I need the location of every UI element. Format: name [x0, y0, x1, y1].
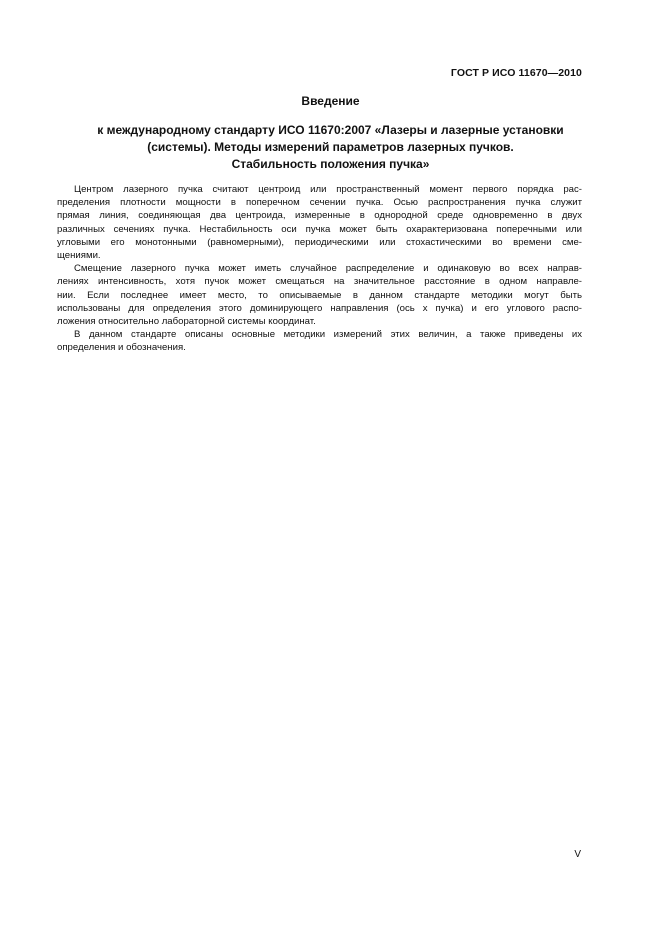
- paragraph-1-line: различных сечениях пучка. Нестабильность оси пучка может быть охарактеризована поперечными или: [57, 223, 582, 235]
- paragraph-2-line: ложения относительно лабораторной системы координат.: [57, 316, 316, 328]
- paragraph-1-line: прямая линия, соединяющая два центроида, измеренные в однородной среде одновременно в двух: [57, 210, 582, 222]
- subheading-line: (системы). Методы измерений параметров лазерных пучков.: [147, 140, 514, 154]
- page-number: V: [574, 849, 581, 860]
- paragraph-2-line: использованы для определения этого доминирующего направления (ось x пучка) и его углового распо-: [57, 302, 582, 314]
- subheading-line: Стабильность положения пучка»: [231, 157, 430, 171]
- section-heading: Введение: [301, 94, 360, 108]
- paragraph-3-line: В данном стандарте описаны основные методики измерений этих величин, а также приведены их: [74, 329, 582, 341]
- paragraph-1-line: щениями.: [57, 250, 101, 262]
- section-subheading: [60, 122, 601, 173]
- paragraph-1-line: пределения плотности мощности в поперечном сечении пучка. Осью распространения пучка служит: [57, 197, 582, 209]
- body-text: [57, 183, 582, 355]
- paragraph-2-line: лениях интенсивность, хотя пучок может смещаться на значительное расстояние в одном направле-: [57, 276, 582, 288]
- paragraph-1-line: Центром лазерного пучка считают центроид или пространственный момент первого порядка рас-: [74, 184, 582, 195]
- paragraph-1-line: угловыми его монотонными (равномерными), периодическими или стохастическими во времени сме-: [57, 236, 582, 248]
- paragraph-2-line: нии. Если последнее имеет место, то описываемые в данном стандарте методики могут быть: [57, 289, 582, 301]
- subheading-line: к международному стандарту ИСО 11670:2007 «Лазеры и лазерные установки: [97, 123, 564, 137]
- paragraph-2-line: Смещение лазерного пучка может иметь случайное распределение и одинаковую во всех направ-: [74, 263, 582, 275]
- document-code: ГОСТ Р ИСО 11670—2010: [450, 67, 582, 79]
- paragraph-3-line: определения и обозначения.: [57, 342, 186, 354]
